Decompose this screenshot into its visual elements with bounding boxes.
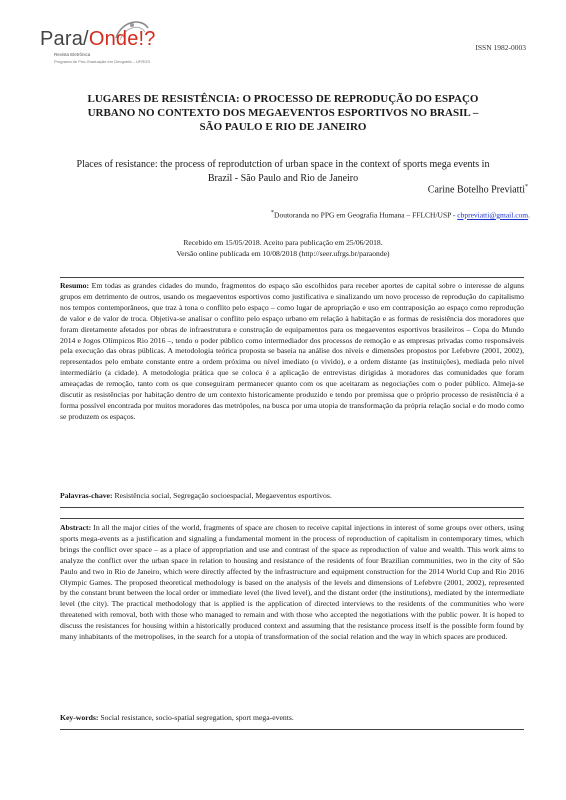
abstract-paragraph: Abstract: In all the major cities of the world, fragments of space are chosen to receive capital injections in interest of some groups over others, using sports mega-events as a justification and signaling a fundamental moment in the process of reproduction of capitalism in contemporary times, which brings the conflict over space – as a place of appropriation and use and contrast of the space as reproduction of value and wealth. This work aims to analyze the conflict over the urban space in relation to housing and resistance of the residents of four Brazilian communities, two in the city of São Paulo and two in Rio de Janeiro, which were directly affected by the infrastructure and equipment construction for the 2014 World Cup and Rio 2016 Olympic Games. The proposed theoretical methodology is based on the analysis of the levels and dimensions of Lefebvre (2001, 2002), represented by the constant brunt between the local order or immediate level (the lived level), and the distant order (the institutions), mediated by the intermediate level (the city). The practical methodology that is applied is the application of directed interviews to the residents of the communities who were threatened with removal, both with those who managed to remain and with those who accepted the negotiations with the public power. It is hoped to discuss the resistances for housing within a historically produced context and assuming that the resistance process itself is the possible form found by many inhabitants of the metropolises, in the search for a utopia of transformation of the social relation and the way in which spaces are produced. — [60, 523, 524, 642]
publication-dates — [60, 237, 506, 259]
keywords: Key-words: Social resistance, socio-spatial segregation, sport mega-events. — [60, 713, 294, 722]
logo-wordmark: Para/Onde!? — [40, 28, 156, 50]
palavras-chave: Palavras-chave: Resistência social, Segregação socioespacial, Megaeventos esportivos. — [60, 491, 332, 500]
title-line: URBANO NO CONTEXTO DOS MEGAEVENTOS ESPORTIVOS NO BRASIL – — [87, 107, 479, 119]
divider — [60, 277, 524, 278]
title-en-line: Brazil - São Paulo and Rio de Janeiro — [207, 173, 359, 184]
online-line: Versão online publicada em 10/08/2018 (http://seer.ufrgs.br/paraonde) — [176, 249, 390, 258]
divider — [60, 729, 524, 730]
resumo-paragraph: Resumo: Em todas as grandes cidades do mundo, fragmentos do espaço são escolhidos para receber aportes de capital sobre o interesse de alguns grupos em detrimento de outros, usando os megaeventos esportivos como justificativa e sinalizando um novo processo de reprodução do capitalismo nos tempos contemporâneos, que traz à tona o conflito pelo espaço – como lugar de apropriação e uso em contraposição ao espaço como reprodução de valor e de valor de troca. Objetiva-se analisar o conflito pelo espaço urbano em relação à habitação e as formas de resistência dos moradores que foram diretamente afetados por obras de infraestrutura e construção de equipamentos para os megaeventos esportivos brasileiros – Copa do Mundo 2014 e Jogos Olímpicos Rio 2016 –, tendo o poder público como intermediador dos processos de remoção e as empresas privadas como responsáveis pela execução das obras públicas. A metodologia teórica proposta se baseia na análise dos níveis e dimensões propostos por Lefebvre (2001, 2002), representados pelo embate constante entre a ordem próxima ou nível imediato (o vivido), e a ordem distante (as instituições), mediada pelo nível intermediário (a cidade). A metodologia prática que se coloca é a aplicação de entrevistas dirigidas à moradores das comunidades que foram ameaçadas de remoção, tanto com os que conseguiram permanecer quanto com os que aceitaram as negociações com o poder público. Almeja-se discutir as resistências por habitação dentro de um contexto historicamente produzido e tendo por premissa que o próprio processo de resistência é a forma possível encontrada por muitos moradores das metrópoles, na busca por uma utopia de transformação da própria relação social e do modo como se produzem os espaços. — [60, 281, 524, 421]
received-line: Recebido em 15/05/2018. Aceito para publicação em 25/06/2018. — [183, 238, 383, 247]
article-title-english — [30, 158, 536, 186]
divider — [60, 507, 524, 508]
author-affiliation: *Doutoranda no PPG em Geografia Humana – FFLCH/USP - cbpreviatti@gmail.com. — [270, 209, 530, 220]
journal-logo — [40, 20, 180, 72]
divider — [60, 518, 524, 519]
article-title — [60, 92, 506, 134]
title-line: LUGARES DE RESISTÊNCIA: O PROCESSO DE REPRODUÇÃO DO ESPAÇO — [87, 93, 479, 105]
email-link[interactable]: cbpreviatti@gmail.com — [457, 210, 529, 220]
logo-subtitle: Revista Eletrônica — [54, 52, 91, 57]
title-line: SÃO PAULO E RIO DE JANEIRO — [199, 121, 367, 133]
author-name: Carine Botelho Previatti* — [427, 184, 528, 196]
issn-label: ISSN 1982-0003 — [475, 43, 526, 52]
title-en-line: Places of resistance: the process of reprodutction of urban space in the context of sports mega events in — [76, 159, 490, 170]
logo-program-line: Programa de Pós-Graduação em Geografia – UFRGS — [54, 59, 151, 64]
